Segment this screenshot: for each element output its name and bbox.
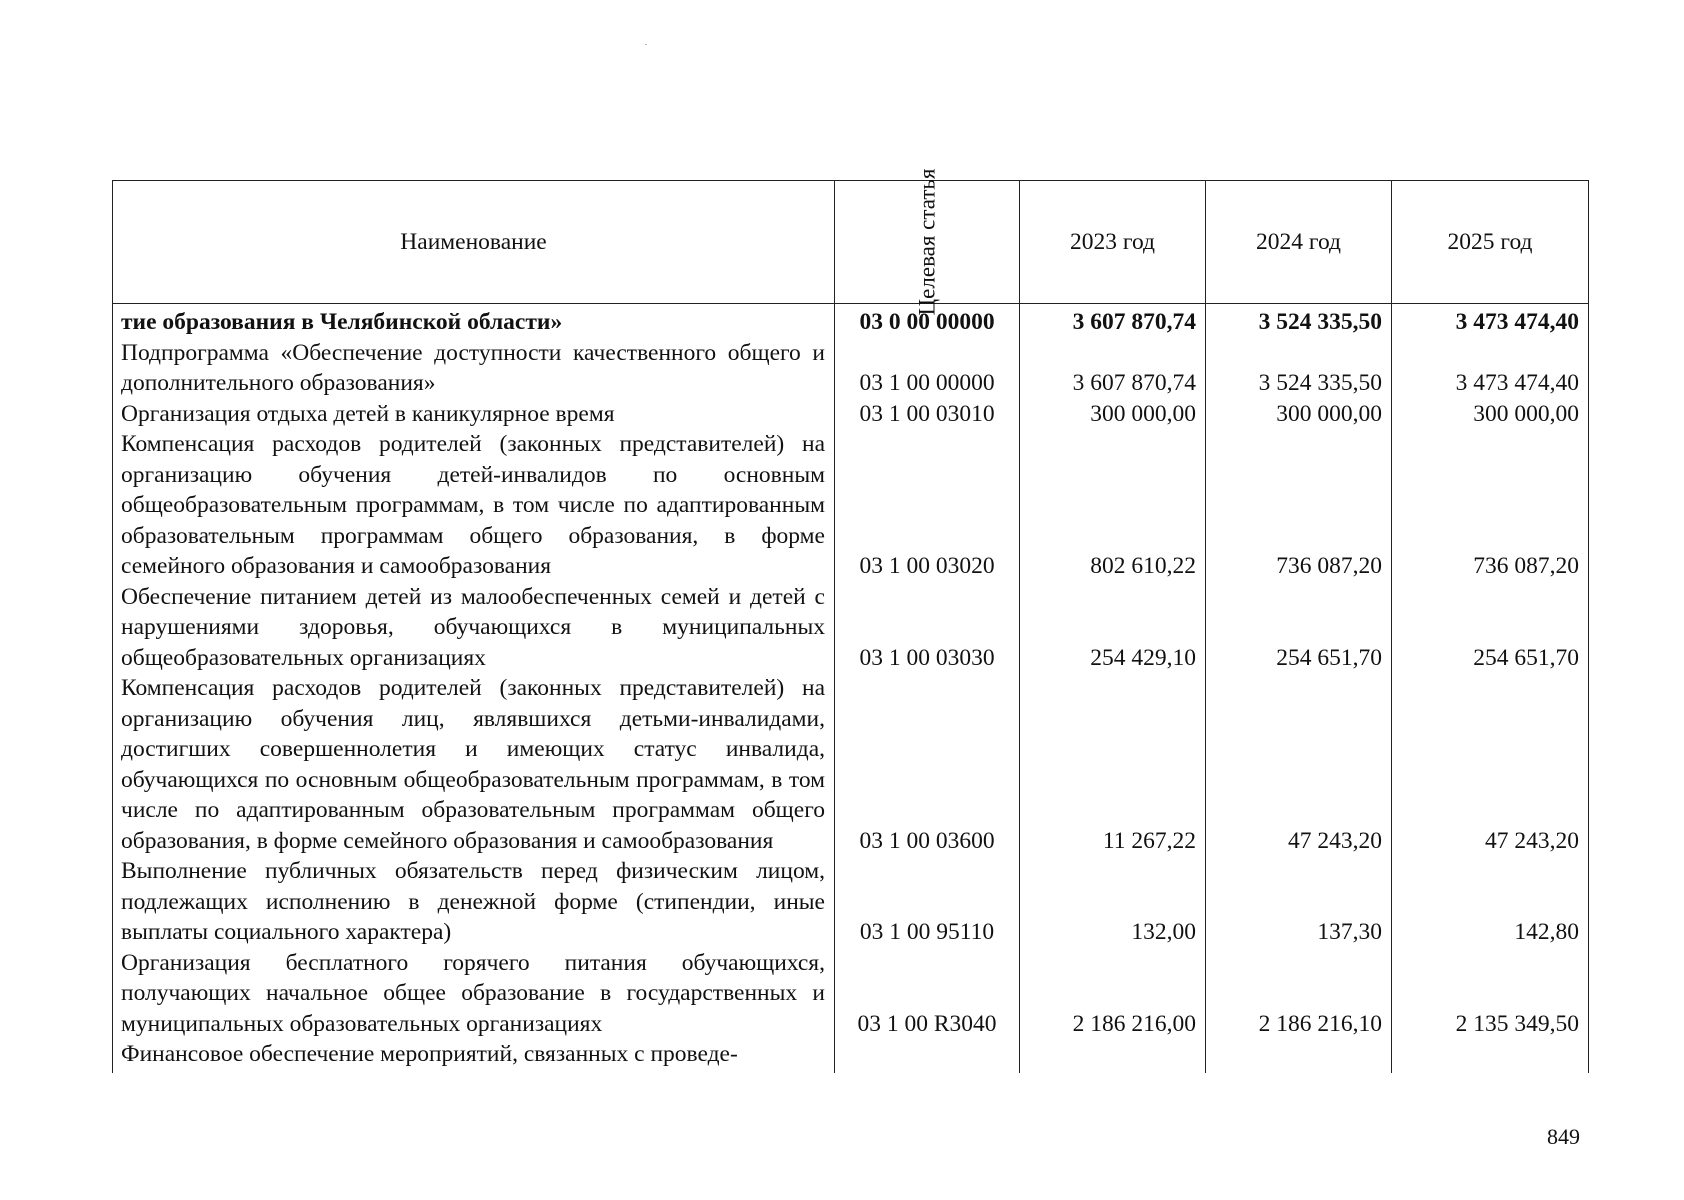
header-2025: 2025 год [1392,181,1589,304]
budget-table [112,168,1589,1073]
row-2024: 3 524 335,50 [1206,338,1392,399]
row-2025: 47 243,20 [1392,673,1589,856]
row-2024: 736 087,20 [1206,429,1392,582]
row-code: 03 1 00 03020 [835,429,1020,582]
table-row [113,856,1589,948]
header-2023: 2023 год [1020,181,1206,304]
table-body [113,304,1589,1074]
row-code: 03 1 00 03010 [835,399,1020,430]
row-2025: 3 473 474,40 [1392,338,1589,399]
row-2023: 11 267,22 [1020,673,1206,856]
row-2025: 254 651,70 [1392,582,1589,674]
row-2024: 300 000,00 [1206,399,1392,430]
table-row [113,338,1589,399]
row-code: 03 1 00 95110 [835,856,1020,948]
row-2025: 736 087,20 [1392,429,1589,582]
table-header-row [113,181,1589,304]
header-2024: 2024 год [1206,181,1392,304]
row-name: тие образования в Челябинской области» [113,304,835,338]
row-2024 [1206,1039,1392,1073]
row-2023: 300 000,00 [1020,399,1206,430]
row-2024: 3 524 335,50 [1206,304,1392,338]
row-code: 03 1 00 03600 [835,673,1020,856]
header-code [835,168,1020,316]
row-name: Подпрограмма «Обеспечение доступности качественного общего и дополнительного образования» [113,338,835,399]
row-code [835,1039,1020,1073]
row-2023: 254 429,10 [1020,582,1206,674]
row-code: 03 1 00 R3040 [835,948,1020,1040]
row-2025: 2 135 349,50 [1392,948,1589,1040]
page-number: 849 [1547,1124,1580,1149]
row-name: Обеспечение питанием детей из малообеспеченных семей и детей с нарушениями здоровья, обучающихся в муниципальных общеобразовательных организациях [113,582,835,674]
row-2023 [1020,1039,1206,1073]
scan-artifact [645,44,647,45]
row-name: Финансовое обеспечение мероприятий, связанных с проведе- [113,1039,835,1073]
row-2024: 254 651,70 [1206,582,1392,674]
row-2023: 3 607 870,74 [1020,338,1206,399]
table-row [113,673,1589,856]
row-code: 03 1 00 03030 [835,582,1020,674]
table-row [113,1039,1589,1073]
row-2025 [1392,1039,1589,1073]
row-name: Компенсация расходов родителей (законных представителей) на организацию обучения лиц, являвшихся детьми-инвалидами, достигших совершеннолетия и имеющих статус инвалида, обучающихся по основным общеобразовательным программам, в том числе по адаптированным образовательным программам общего образования, в форме семейного образования и самообразования [113,673,835,856]
row-2023: 2 186 216,00 [1020,948,1206,1040]
row-2024: 2 186 216,10 [1206,948,1392,1040]
table-row [113,304,1589,338]
row-2025: 300 000,00 [1392,399,1589,430]
row-name: Организация отдыха детей в каникулярное время [113,399,835,430]
row-code: 03 1 00 00000 [835,338,1020,399]
row-code: 03 0 00 00000 [835,304,1020,338]
row-2024: 137,30 [1206,856,1392,948]
row-2023: 802 610,22 [1020,429,1206,582]
header-code-label: Целевая статья [914,168,939,316]
table-row [113,948,1589,1040]
row-name: Организация бесплатного горячего питания обучающихся, получающих начальное общее образование в государственных и муниципальных образовательных организациях [113,948,835,1040]
table-row [113,429,1589,582]
row-2025: 142,80 [1392,856,1589,948]
row-name: Компенсация расходов родителей (законных представителей) на организацию обучения детей-инвалидов по основным общеобразовательным программам, в том числе по адаптированным образовательным программам общего образования, в форме семейного образования и самообразования [113,429,835,582]
table-row [113,399,1589,430]
row-2024: 47 243,20 [1206,673,1392,856]
header-name: Наименование [113,181,835,304]
row-2023: 132,00 [1020,856,1206,948]
table-row [113,582,1589,674]
row-2023: 3 607 870,74 [1020,304,1206,338]
row-2025: 3 473 474,40 [1392,304,1589,338]
row-name: Выполнение публичных обязательств перед физическим лицом, подлежащих исполнению в денежной форме (стипендии, иные выплаты социального характера) [113,856,835,948]
